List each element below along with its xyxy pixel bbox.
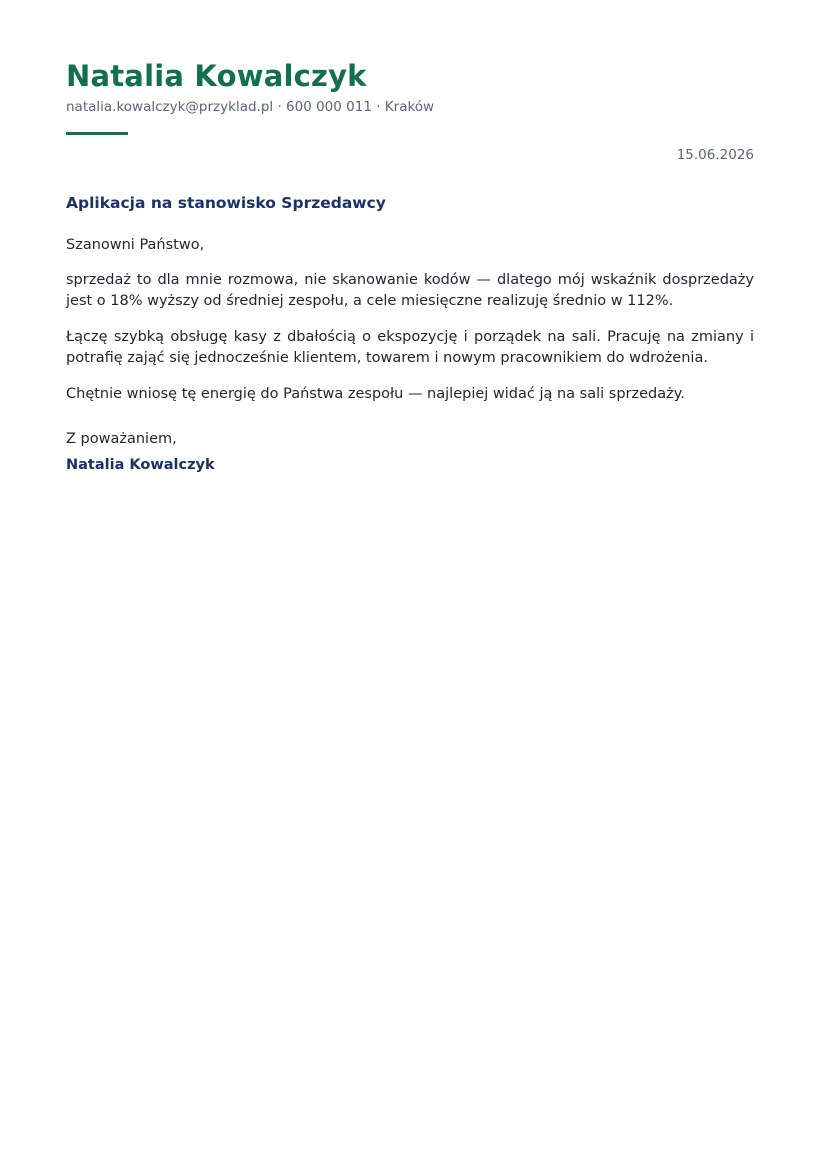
body-paragraph-2: Łączę szybką obsługę kasy z dbałością o ekspozycję i porządek na sali. Pracuję na zmiany i potrafię zająć się jednocześnie klientem, towarem i nowym pracownikiem do wdrożenia. bbox=[66, 328, 754, 366]
letter-subject: Aplikacja na stanowisko Sprzedawcy bbox=[66, 194, 386, 212]
body-paragraph-1: sprzedaż to dla mnie rozmowa, nie skanowanie kodów — dlatego mój wskaźnik dosprzedaży jest o 18% wyższy od średniej zespołu, a cele miesięczne realizuję średnio w 112%. bbox=[66, 271, 754, 309]
letter-body bbox=[66, 235, 754, 419]
body-paragraph-3: Chętnie wniosę tę energię do Państwa zespołu — najlepiej widać ją na sali sprzedaży. bbox=[66, 385, 685, 402]
letter-closing: Z poważaniem, bbox=[66, 431, 177, 447]
letter-greeting: Szanowni Państwo, bbox=[66, 237, 205, 253]
letter-signature: Natalia Kowalczyk bbox=[66, 457, 215, 473]
accent-divider bbox=[66, 132, 128, 135]
contact-line: natalia.kowalczyk@przyklad.pl · 600 000 011 · Kraków bbox=[66, 99, 435, 115]
applicant-name: Natalia Kowalczyk bbox=[66, 59, 367, 93]
letter-date: 15.06.2026 bbox=[676, 147, 754, 163]
